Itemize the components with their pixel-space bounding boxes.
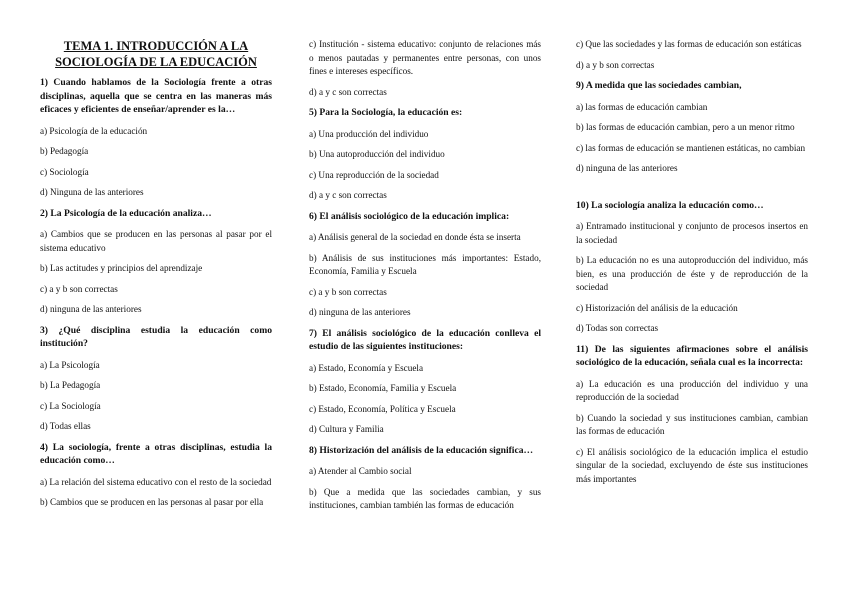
answer-option: b) las formas de educación cambian, pero a un menor ritmo [576, 122, 795, 132]
answer-option: b) La Pedagogía [40, 380, 101, 390]
answer-option: a) Psicología de la educación [40, 125, 148, 136]
answer-option: a) La educación es una producción del individuo y una reproducción de la sociedad [576, 378, 808, 402]
answer-option: b) Que a medida que las sociedades cambian, y sus instituciones, cambian también las formas de educación [309, 486, 541, 510]
answer-option: a) Análisis general de la sociedad en donde ésta se inserta [309, 232, 521, 242]
answer-option: d) a y c son correctas [309, 190, 387, 200]
answer-option: b) Estado, Economía, Familia y Escuela [309, 383, 457, 393]
answer-option: b) Las actitudes y principios del aprendizaje [40, 263, 203, 273]
spacer [576, 183, 808, 199]
question-text: 11) De las siguientes afirmaciones sobre el análisis sociológico de la educación, señala cual es la incorrecta: [576, 343, 808, 368]
answer-option: a) La Psicología [40, 359, 100, 370]
question-text: 8) Historización del análisis de la educación significa… [309, 444, 534, 456]
answer-option: c) Una reproducción de la sociedad [309, 169, 439, 180]
question-text: 10) La sociología analiza la educación como… [576, 199, 764, 211]
answer-option: a) Atender al Cambio social [309, 466, 412, 476]
answer-option: c) Estado, Economía, Política y Escuela [309, 403, 456, 414]
question-text: 7) El análisis sociológico de la educación conlleva el estudio de las siguientes instituciones: [309, 327, 541, 352]
answer-option: a) Cambios que se producen en las personas al pasar por el sistema educativo [40, 229, 272, 253]
question-text: 2) La Psicología de la educación analiza… [40, 207, 212, 219]
answer-option: c) Historización del análisis de la educación [576, 302, 738, 313]
answer-option: d) ninguna de las anteriores [309, 307, 411, 317]
question-text: 5) Para la Sociología, la educación es: [309, 107, 463, 118]
title-line-2: SOCIOLOGÍA DE LA EDUCACIÓN [55, 55, 257, 69]
answer-option: b) Pedagogía [40, 146, 89, 156]
answer-option: b) La educación no es una autoproducción del individuo, más bien, es una producción de éste y de reproducción de la sociedad [576, 255, 808, 292]
answer-option: a) La relación del sistema educativo con el resto de la sociedad [40, 476, 272, 487]
column-1 [40, 38, 272, 517]
answer-option: c) a y b son correctas [309, 286, 387, 297]
answer-option: c) El análisis sociológico de la educación implica el estudio singular de la sociedad, excluyendo de éste sus instituciones más importantes [576, 446, 808, 484]
question-text: 6) El análisis sociológico de la educación implica: [309, 210, 510, 222]
answer-option: d) ninguna de las anteriores [40, 304, 142, 314]
answer-option: c) Sociología [40, 166, 89, 177]
answer-option: b) Cambios que se producen en las personas al pasar por ella [40, 497, 264, 507]
question-text: 9) A medida que las sociedades cambian, [576, 80, 742, 91]
answer-option: b) Cuando la sociedad y sus instituciones cambian, cambian las formas de educación [576, 412, 808, 436]
column-2 [309, 38, 541, 520]
answer-option: a) Una producción del individuo [309, 128, 429, 139]
answer-option: c) las formas de educación se mantienen estáticas, no cambian [576, 142, 806, 153]
title-line-1: TEMA 1. INTRODUCCIÓN A LA [63, 39, 249, 53]
answer-option: d) Cultura y Familia [309, 424, 384, 434]
question-text: 3) ¿Qué disciplina estudia la educación como institución? [40, 324, 272, 349]
answer-option: d) a y b son correctas [576, 59, 655, 70]
answer-option: a) las formas de educación cambian [576, 101, 708, 112]
answer-option: d) a y c son correctas [309, 86, 387, 97]
answer-option: c) a y b son correctas [40, 283, 118, 294]
answer-option: d) Ninguna de las anteriores [40, 187, 144, 197]
question-text: 1) Cuando hablamos de la Sociología frente a otras disciplinas, aquella que se centra en las maneras más eficaces y eficientes de enseñar/aprender es la… [40, 77, 272, 115]
column-3 [576, 38, 808, 493]
answer-option: d) Todas ellas [40, 421, 91, 431]
answer-option: a) Estado, Economía y Escuela [309, 362, 424, 373]
answer-option: d) Todas son correctas [576, 323, 659, 333]
question-text: 4) La sociología, frente a otras disciplinas, estudia la educación como… [40, 441, 272, 466]
answer-option: c) Institución - sistema educativo: conjunto de relaciones más o menos pautadas y permanentes entre personas, con unos fines e intereses específicos. [309, 39, 541, 76]
document-title [40, 38, 272, 70]
answer-option: c) Que las sociedades y las formas de educación son estáticas [576, 39, 802, 49]
answer-option: b) Análisis de sus instituciones más importantes: Estado, Economía, Familia y Escuela [309, 252, 541, 276]
answer-option: b) Una autoproducción del individuo [309, 149, 445, 159]
answer-option: c) La Sociología [40, 400, 101, 411]
answer-option: d) ninguna de las anteriores [576, 163, 678, 173]
answer-option: a) Entramado institucional y conjunto de procesos insertos en la sociedad [576, 221, 808, 245]
